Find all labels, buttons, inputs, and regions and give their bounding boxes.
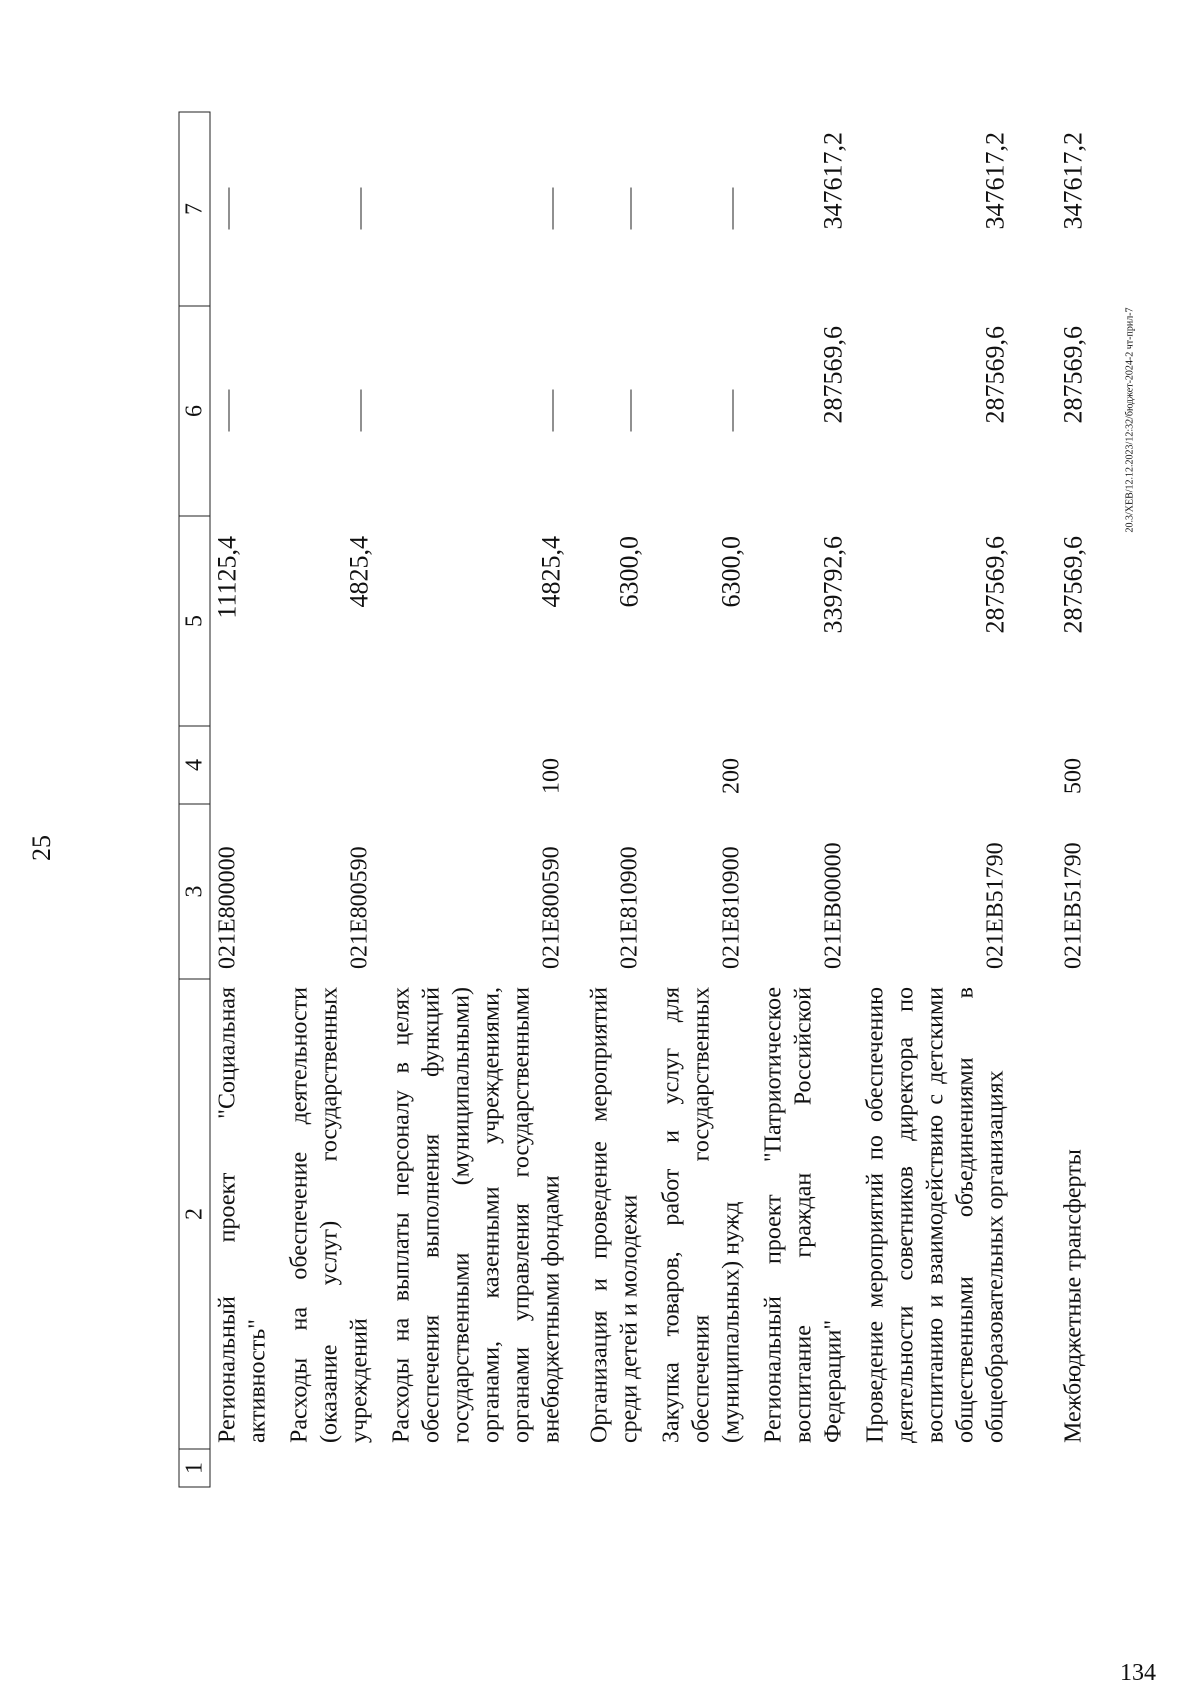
footer-number: 134 (1120, 1660, 1156, 1686)
row-code-cell: 021E800590 (538, 846, 564, 969)
row-value7-cell (278, 112, 380, 306)
dash-mark (552, 188, 554, 230)
table-body (210, 112, 1095, 1487)
col-header-2: 2 (179, 979, 210, 1449)
dash-mark (732, 390, 734, 432)
row-number-cell (1016, 1449, 1094, 1487)
row-value6-cell: 287569,6 (1058, 326, 1087, 424)
row-value7-cell (380, 112, 572, 306)
page-number: 25 (27, 835, 56, 861)
row-name-cell: Межбюджетные трансферты (1060, 1149, 1086, 1443)
table-row (210, 112, 279, 1487)
row-value7-cell: 347617,2 (1058, 132, 1087, 230)
table-row (572, 112, 650, 1487)
row-value5-cell: 287569,6 (980, 536, 1009, 634)
row-value6-cell (572, 306, 650, 516)
row-type-cell (854, 726, 1016, 804)
row-number-cell (210, 1449, 279, 1487)
table-row (650, 112, 752, 1487)
row-name-cell: Проведение мероприятий по обеспечению деятельности советников директора по воспитанию и взаимодействию с детскими общественными объединениями в общеобразовательных организациях (862, 987, 1008, 1443)
row-name-cell: Региональный проект "Патриотическое воспитание граждан Российской Федерации" (760, 987, 846, 1443)
dash-mark (732, 188, 734, 230)
row-value5-cell: 6300,0 (614, 536, 643, 608)
row-value6-cell (210, 306, 279, 516)
row-value5-cell: 4825,4 (536, 536, 565, 608)
row-code-cell: 021E810900 (616, 846, 642, 969)
row-type-cell (210, 726, 279, 804)
row-value6-cell: 287569,6 (818, 326, 847, 424)
row-name-cell: Организация и проведение мероприятий среди детей и молодежи (586, 987, 642, 1443)
dash-mark (228, 188, 230, 230)
table-row (854, 112, 1016, 1487)
col-header-1: 1 (179, 1449, 210, 1487)
row-code-cell: 021EB51790 (1060, 842, 1086, 969)
col-header-6: 6 (179, 306, 210, 516)
row-value5-cell: 6300,0 (716, 536, 745, 608)
header-row (179, 112, 210, 1487)
row-code-cell: 021EB00000 (820, 842, 846, 969)
row-number-cell (752, 1449, 854, 1487)
col-header-5: 5 (179, 516, 210, 726)
row-number-cell (572, 1449, 650, 1487)
row-value7-cell: 347617,2 (818, 132, 847, 230)
row-value5-cell: 339792,6 (818, 536, 847, 634)
col-header-4: 4 (179, 726, 210, 804)
document-stamp: 20.3/ХЕВ/12.12.2023/12:32/бюджет-2024-2 чт-прил-7 (1124, 307, 1136, 533)
col-header-3: 3 (179, 804, 210, 979)
row-name-cell: Закупка товаров, работ и услуг для обеспечения государственных (муниципальных) нужд (658, 987, 744, 1443)
row-value6-cell (278, 306, 380, 516)
row-value5-cell: 287569,6 (1058, 536, 1087, 634)
table-row (380, 112, 572, 1487)
dash-mark (360, 390, 362, 432)
row-type-cell (278, 726, 380, 804)
table-row (752, 112, 854, 1487)
row-number-cell (650, 1449, 752, 1487)
table-row (1016, 112, 1094, 1487)
rotated-table-container (178, 113, 1088, 1488)
row-code-cell: 021E800590 (346, 846, 372, 969)
row-name-cell: Расходы на обеспечение деятельности (оказание услуг) государственных учреждений (286, 987, 372, 1443)
row-value5-cell: 11125,4 (212, 536, 241, 619)
row-value6-cell: 287569,6 (980, 326, 1009, 424)
row-code-cell: 021EB51790 (982, 842, 1008, 969)
row-number-cell (278, 1449, 380, 1487)
row-type-cell (752, 726, 854, 804)
row-type-cell: 500 (1060, 758, 1086, 794)
row-code-cell: 021E810900 (718, 846, 744, 969)
dash-mark (228, 390, 230, 432)
row-value7-cell (572, 112, 650, 306)
row-code-cell: 021E800000 (214, 846, 240, 969)
row-number-cell (380, 1449, 572, 1487)
table-row (278, 112, 380, 1487)
dash-mark (360, 188, 362, 230)
row-name-cell: Расходы на выплаты персоналу в целях обеспечения выполнения функций государственными (муниципальными) органами, казенными учреждениями, органами управления государственными внебюджетными фондами (388, 987, 564, 1443)
row-value7-cell (210, 112, 279, 306)
row-type-cell (572, 726, 650, 804)
row-name-cell: Региональный проект "Социальная активность" (214, 987, 270, 1443)
row-type-cell: 200 (718, 758, 744, 794)
row-value7-cell (650, 112, 752, 306)
budget-table (178, 112, 1094, 1488)
dash-mark (630, 188, 632, 230)
row-value6-cell (650, 306, 752, 516)
col-header-7: 7 (179, 112, 210, 306)
row-value6-cell (380, 306, 572, 516)
dash-mark (552, 390, 554, 432)
dash-mark (630, 390, 632, 432)
row-number-cell (854, 1449, 1016, 1487)
row-value5-cell: 4825,4 (344, 536, 373, 608)
row-value7-cell: 347617,2 (980, 132, 1009, 230)
row-type-cell: 100 (538, 758, 564, 794)
